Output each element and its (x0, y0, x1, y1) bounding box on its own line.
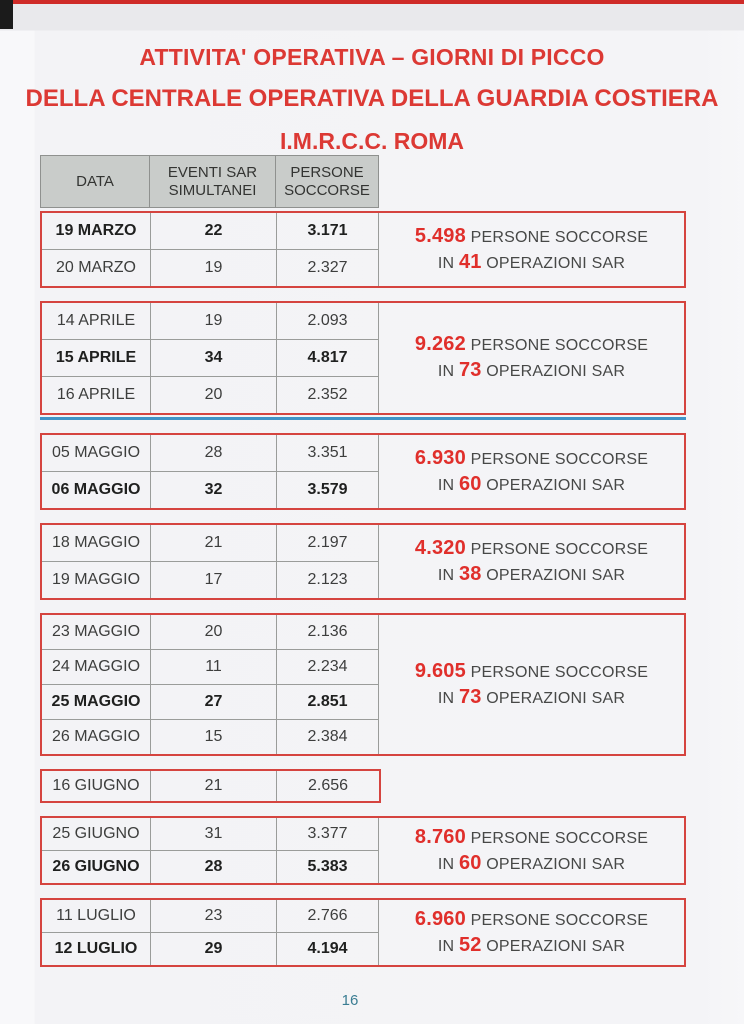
table-row (42, 615, 379, 650)
summary-line-2 (438, 685, 625, 711)
cell-date: 11 LUGLIO (42, 900, 151, 932)
summary-line-2 (438, 472, 625, 498)
group-summary (379, 900, 684, 965)
data-group (40, 898, 686, 967)
group-table (42, 771, 379, 801)
table-row (42, 525, 379, 562)
cell-eventi-sar: 21 (151, 771, 277, 801)
cell-persone-soccorse: 3.579 (277, 472, 379, 508)
summary-operations-count: 41 (458, 250, 482, 273)
cell-persone-soccorse: 2.234 (277, 650, 379, 684)
table-header-row (40, 155, 379, 208)
cell-eventi-sar: 23 (151, 900, 277, 932)
cell-date: 23 MAGGIO (42, 615, 151, 649)
table-row (42, 250, 379, 286)
summary-line-1 (415, 446, 648, 472)
summary-operations-count: 52 (458, 933, 482, 956)
cell-eventi-sar: 19 (151, 303, 277, 339)
group-summary (379, 615, 684, 754)
data-group (40, 301, 686, 415)
table-row (42, 771, 379, 801)
cell-eventi-sar: 34 (151, 340, 277, 376)
data-group (40, 816, 686, 885)
summary-line-1 (415, 224, 648, 250)
table-content (40, 155, 686, 980)
cell-eventi-sar: 22 (151, 213, 277, 249)
summary-line-1 (415, 659, 648, 685)
summary-line-1 (415, 907, 648, 933)
table-row (42, 562, 379, 598)
column-header-line: PERSONE (290, 163, 364, 181)
title-line-1: ATTIVITA' OPERATIVA – GIORNI DI PICCO (139, 44, 605, 70)
cell-date: 25 MAGGIO (42, 685, 151, 719)
summary-total-persons: 6.930 (414, 446, 466, 469)
table-row (42, 720, 379, 754)
cell-date: 16 APRILE (42, 377, 151, 413)
cell-date: 06 MAGGIO (42, 472, 151, 508)
cell-date: 05 MAGGIO (42, 435, 151, 471)
group-table (42, 435, 379, 508)
data-group (40, 523, 686, 600)
summary-in-label: IN (437, 855, 455, 873)
summary-operations-label: OPERAZIONI SAR (486, 254, 626, 272)
summary-total-persons: 8.760 (414, 825, 466, 848)
group-table (42, 818, 379, 883)
cell-date: 26 MAGGIO (42, 720, 151, 754)
cell-eventi-sar: 20 (151, 615, 277, 649)
summary-line-2 (438, 358, 625, 384)
summary-in-label: IN (437, 363, 455, 380)
scan-edge-red-strip (0, 0, 744, 4)
summary-operations-label: OPERAZIONI SAR (486, 937, 626, 955)
cell-date: 19 MARZO (42, 213, 151, 249)
summary-line-2 (438, 933, 625, 959)
group-table (42, 615, 379, 754)
summary-in-label: IN (437, 937, 455, 955)
summary-total-persons: 9.262 (414, 333, 466, 355)
cell-persone-soccorse: 2.384 (277, 720, 379, 754)
table-row (42, 472, 379, 508)
table-row (42, 685, 379, 720)
group-summary (379, 818, 684, 883)
blue-underline (40, 417, 686, 420)
group-summary (379, 435, 684, 508)
cell-date: 26 GIUGNO (42, 851, 151, 883)
summary-line-1 (415, 332, 648, 358)
summary-operations-label: OPERAZIONI SAR (486, 363, 626, 380)
cell-persone-soccorse: 2.123 (277, 562, 379, 598)
cell-eventi-sar: 27 (151, 685, 277, 719)
group-table (42, 213, 379, 286)
cell-eventi-sar: 20 (151, 377, 277, 413)
page-number: 16 (341, 992, 359, 1009)
group-summary (379, 303, 684, 413)
document-title (0, 44, 744, 155)
table-row (42, 933, 379, 965)
group-table (42, 303, 379, 413)
summary-operations-count: 38 (458, 562, 482, 585)
scan-corner-artifact (0, 0, 13, 29)
summary-line-2 (438, 562, 625, 588)
table-row (42, 213, 379, 250)
summary-line-2 (438, 851, 625, 877)
summary-total-label: PERSONE SOCCORSE (470, 911, 649, 929)
cell-date: 24 MAGGIO (42, 650, 151, 684)
cell-eventi-sar: 28 (151, 851, 277, 883)
cell-eventi-sar: 15 (151, 720, 277, 754)
cell-persone-soccorse: 2.851 (277, 685, 379, 719)
summary-operations-label: OPERAZIONI SAR (486, 689, 626, 707)
cell-persone-soccorse: 2.136 (277, 615, 379, 649)
cell-persone-soccorse: 5.383 (277, 851, 379, 883)
cell-persone-soccorse: 2.197 (277, 525, 379, 561)
cell-eventi-sar: 19 (151, 250, 277, 286)
title-line-2: DELLA CENTRALE OPERATIVA DELLA GUARDIA COSTIERA (25, 85, 719, 112)
table-row (42, 303, 379, 340)
summary-operations-count: 60 (458, 472, 482, 495)
summary-line-1 (415, 536, 648, 562)
summary-operations-count: 73 (458, 685, 482, 708)
column-header-line: EVENTI SAR (167, 163, 258, 181)
column-header-line: DATA (76, 172, 114, 190)
summary-in-label: IN (437, 476, 455, 494)
summary-total-label: PERSONE SOCCORSE (470, 540, 649, 558)
cell-persone-soccorse: 2.327 (277, 250, 379, 286)
summary-total-persons: 6.960 (414, 907, 466, 930)
cell-persone-soccorse: 2.352 (277, 377, 379, 413)
table-row (42, 650, 379, 685)
table-row (42, 435, 379, 472)
cell-date: 14 APRILE (42, 303, 151, 339)
cell-persone-soccorse: 2.093 (277, 303, 379, 339)
cell-persone-soccorse: 2.656 (307, 777, 349, 794)
summary-total-label: PERSONE SOCCORSE (470, 663, 649, 681)
summary-in-label: IN (437, 566, 455, 584)
column-header (276, 156, 378, 207)
title-line-3: I.M.R.C.C. ROMA (280, 128, 464, 154)
column-header (150, 156, 276, 207)
cell-date: 25 GIUGNO (42, 818, 151, 850)
summary-operations-label: OPERAZIONI SAR (486, 566, 626, 584)
cell-date: 19 MAGGIO (42, 562, 151, 598)
cell-date: 20 MARZO (42, 250, 151, 286)
cell-date: 16 GIUGNO (42, 771, 151, 801)
cell-persone-soccorse: 3.351 (277, 435, 379, 471)
group-summary (379, 213, 684, 286)
table-row (42, 818, 379, 851)
cell-persone-soccorse: 4.194 (277, 933, 379, 965)
summary-operations-label: OPERAZIONI SAR (486, 855, 626, 873)
summary-line-2 (438, 250, 625, 276)
column-header-line: SIMULTANEI (168, 181, 257, 199)
column-header-line: SOCCORSE (284, 181, 370, 199)
column-header (41, 156, 150, 207)
table-row (42, 851, 379, 883)
summary-operations-count: 60 (458, 851, 482, 874)
cell-date: 18 MAGGIO (42, 525, 151, 561)
cell-persone-soccorse: 2.766 (277, 900, 379, 932)
summary-operations-label: OPERAZIONI SAR (486, 476, 626, 494)
summary-operations-count: 73 (458, 359, 482, 381)
cell-date: 12 LUGLIO (42, 933, 151, 965)
summary-total-persons: 4.320 (414, 536, 466, 559)
table-row (42, 900, 379, 933)
data-group (40, 613, 686, 756)
cell-eventi-sar: 21 (151, 525, 277, 561)
summary-total-label: PERSONE SOCCORSE (470, 450, 649, 468)
summary-total-persons: 9.605 (414, 659, 466, 682)
table-row (42, 377, 379, 413)
cell-date: 15 APRILE (42, 340, 151, 376)
cell-eventi-sar: 32 (151, 472, 277, 508)
summary-in-label: IN (437, 254, 455, 272)
summary-total-label: PERSONE SOCCORSE (470, 228, 649, 246)
data-group (40, 211, 686, 288)
group-table (42, 900, 379, 965)
table-row (42, 340, 379, 377)
cell-persone-soccorse: 3.171 (277, 213, 379, 249)
summary-line-1 (415, 825, 648, 851)
summary-total-persons: 5.498 (414, 224, 466, 247)
group-summary (379, 525, 684, 598)
group-table (42, 525, 379, 598)
cell-eventi-sar: 28 (151, 435, 277, 471)
summary-total-label: PERSONE SOCCORSE (470, 337, 649, 354)
cell-eventi-sar: 11 (151, 650, 277, 684)
groups (40, 211, 686, 967)
data-group (40, 433, 686, 510)
cell-eventi-sar: 29 (151, 933, 277, 965)
data-group (40, 769, 381, 803)
summary-total-label: PERSONE SOCCORSE (470, 829, 649, 847)
cell-persone-soccorse: 4.817 (277, 340, 379, 376)
summary-in-label: IN (437, 689, 455, 707)
cell-eventi-sar: 31 (151, 818, 277, 850)
cell-persone-soccorse: 3.377 (277, 818, 379, 850)
cell-eventi-sar: 17 (151, 562, 277, 598)
